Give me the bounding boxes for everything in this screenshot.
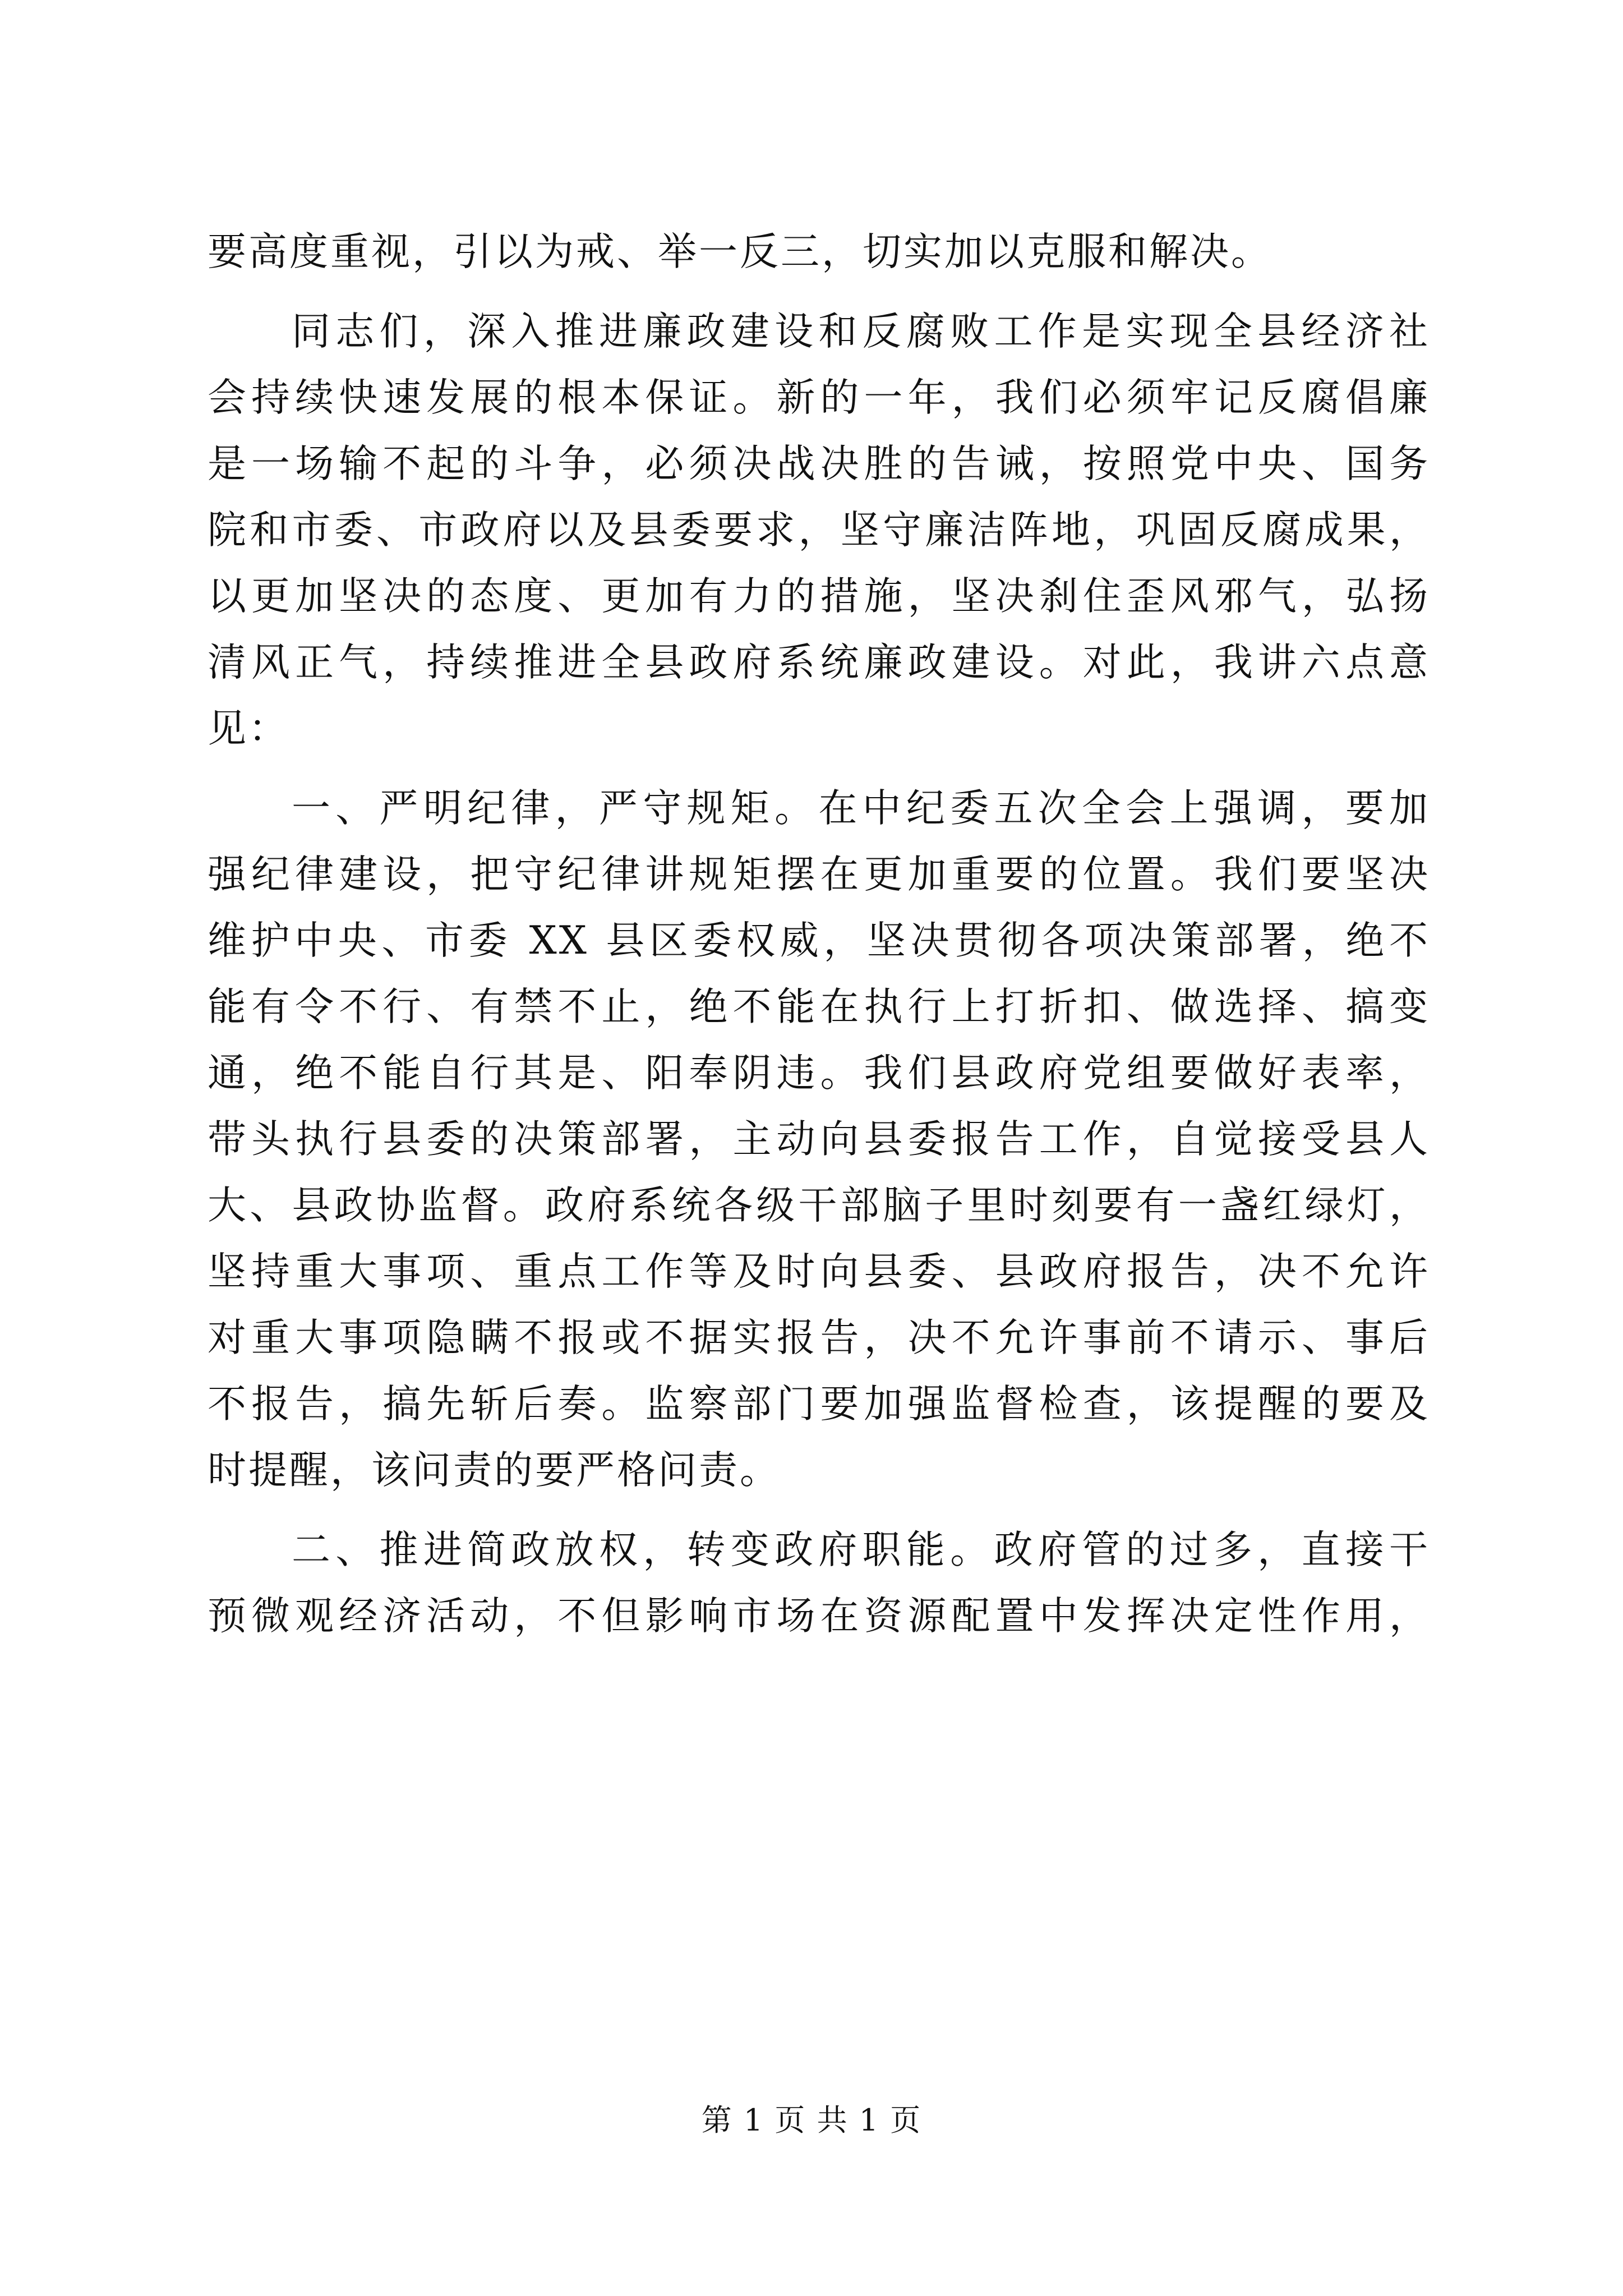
- paragraph: [208, 298, 1430, 762]
- document-body: [208, 219, 1430, 1649]
- text-line: 预微观经济活动，不但影响市场在资源配置中发挥决定性作用，: [208, 1594, 1430, 1639]
- paragraph: [208, 775, 1430, 1503]
- text-line: 大、县政协监督。政府系统各级干部脑子里时刻要有一盏红绿灯，: [208, 1183, 1430, 1228]
- page-number: 第 1 页 共 1 页: [701, 2102, 922, 2138]
- text-line: 带头执行县委的决策部署，主动向县委报告工作，自觉接受县人: [208, 1117, 1430, 1162]
- text-line: 是一场输不起的斗争，必须决战决胜的告诫，按照党中央、国务: [208, 441, 1430, 486]
- text-line: 能有令不行、有禁不止，绝不能在执行上打折扣、做选择、搞变: [208, 984, 1430, 1029]
- text-line: 强纪律建设，把守纪律讲规矩摆在更加重要的位置。我们要坚决: [208, 852, 1430, 897]
- text-line: 同志们，深入推进廉政建设和反腐败工作是实现全县经济社: [292, 309, 1430, 354]
- paragraph: [208, 1517, 1430, 1649]
- text-line: 二、推进简政放权，转变政府职能。政府管的过多，直接干: [292, 1527, 1430, 1572]
- text-line: 对重大事项隐瞒不报或不据实报告，决不允许事前不请示、事后: [208, 1315, 1430, 1360]
- text-line: 以更加坚决的态度、更加有力的措施，坚决刹住歪风邪气，弘扬: [208, 574, 1430, 619]
- text-line: 不报告，搞先斩后奏。监察部门要加强监督检查，该提醒的要及: [208, 1382, 1430, 1427]
- text-line: 见：: [208, 706, 289, 751]
- text-line: 维护中央、市委 XX 县区委权威，坚决贯彻各项决策部署，绝不: [208, 918, 1430, 963]
- paragraph: [208, 219, 1430, 285]
- text-line: 时提醒，该问责的要严格问责。: [208, 1448, 781, 1493]
- text-line: 院和市委、市政府以及县委要求，坚守廉洁阵地，巩固反腐成果，: [208, 508, 1430, 553]
- text-line: 会持续快速发展的根本保证。新的一年，我们必须牢记反腐倡廉: [208, 375, 1430, 420]
- text-line: 要高度重视，引以为戒、举一反三，切实加以克服和解决。: [208, 229, 1272, 274]
- text-line: 清风正气，持续推进全县政府系统廉政建设。对此，我讲六点意: [208, 640, 1430, 685]
- text-line: 一、严明纪律，严守规矩。在中纪委五次全会上强调，要加: [292, 786, 1430, 831]
- text-line: 坚持重大事项、重点工作等及时向县委、县政府报告，决不允许: [208, 1249, 1430, 1294]
- page-footer: [0, 2101, 1623, 2140]
- text-line: 通，绝不能自行其是、阳奉阴违。我们县政府党组要做好表率，: [208, 1051, 1430, 1096]
